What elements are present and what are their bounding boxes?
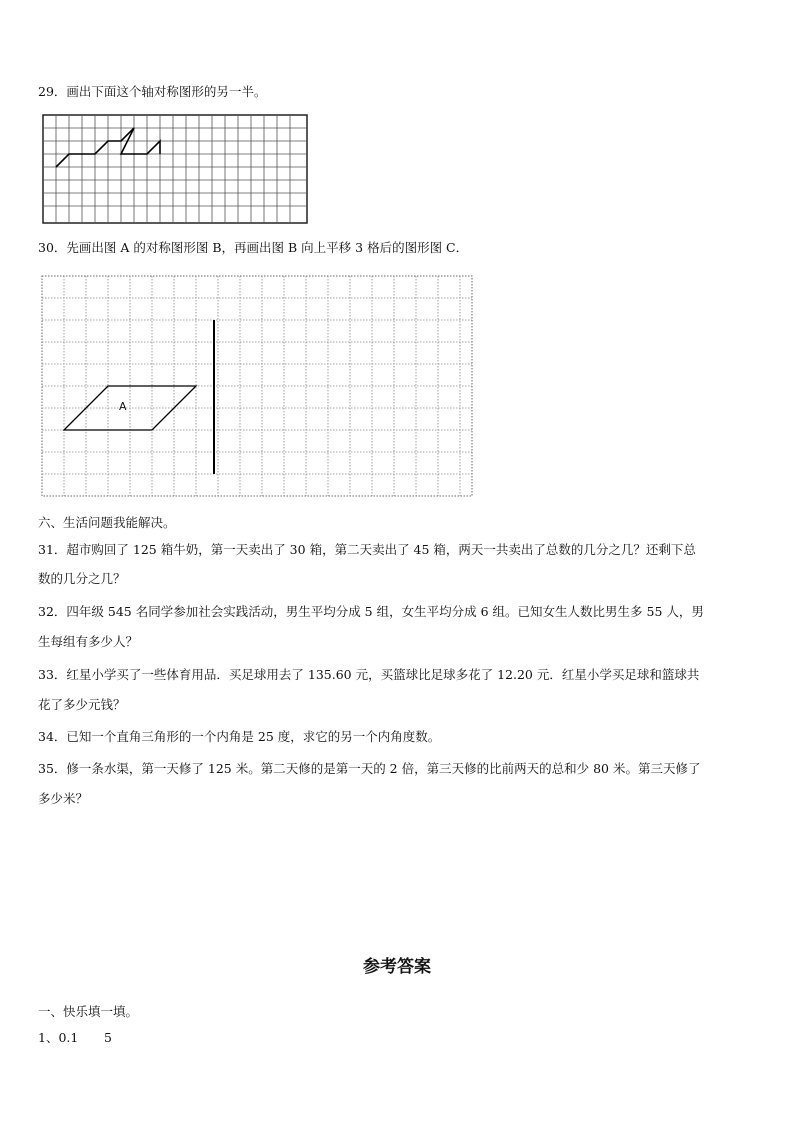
question-32-line-2: 生每组有多少人？ [38, 634, 139, 649]
answer-1-part-1: 1、0.1 [38, 1030, 79, 1045]
answers-title: 参考答案 [363, 957, 431, 977]
question-35-line-1: 35．修一条水渠，第一天修了 125 米。第二天修的是第一天的 2 倍，第三天修的比前两天的总和少 80 米。第三天修了 [38, 761, 701, 776]
question-32-line-1: 32．四年级 545 名同学参加社会实践活动，男生平均分成 5 组，女生平均分成 6 组。已知女生人数比男生多 55 人，男 [38, 604, 704, 619]
grid-figure-29 [40, 112, 310, 224]
question-33-line-1: 33．红星小学买了一些体育用品．买足球用去了 135.60 元，买篮球比足球多花了 12.20 元．红星小学买足球和篮球共 [38, 667, 700, 682]
question-34: 34．已知一个直角三角形的一个内角是 25 度，求它的另一个内角度数。 [38, 729, 441, 744]
figure-a-label: A [119, 400, 127, 413]
question-31-line-2: 数的几分之几？ [38, 571, 126, 586]
question-30: 30．先画出图 A 的对称图形图 B，再画出图 B 向上平移 3 格后的图形图 C． [38, 240, 469, 255]
question-29: 29．画出下面这个轴对称图形的另一半。 [38, 84, 267, 99]
section-6-heading: 六、生活问题我能解决。 [38, 515, 176, 530]
question-35-line-2: 多少米？ [38, 791, 89, 806]
grid-figure-30 [40, 274, 476, 500]
answer-1-part-2: 5 [104, 1030, 112, 1045]
question-31-line-1: 31．超市购回了 125 箱牛奶，第一天卖出了 30 箱，第二天卖出了 45 箱，两天一共卖出了总数的几分之几？还剩下总 [38, 542, 696, 557]
answers-section-1: 一、快乐填一填。 [38, 1004, 139, 1019]
question-33-line-2: 花了多少元钱？ [38, 697, 126, 712]
